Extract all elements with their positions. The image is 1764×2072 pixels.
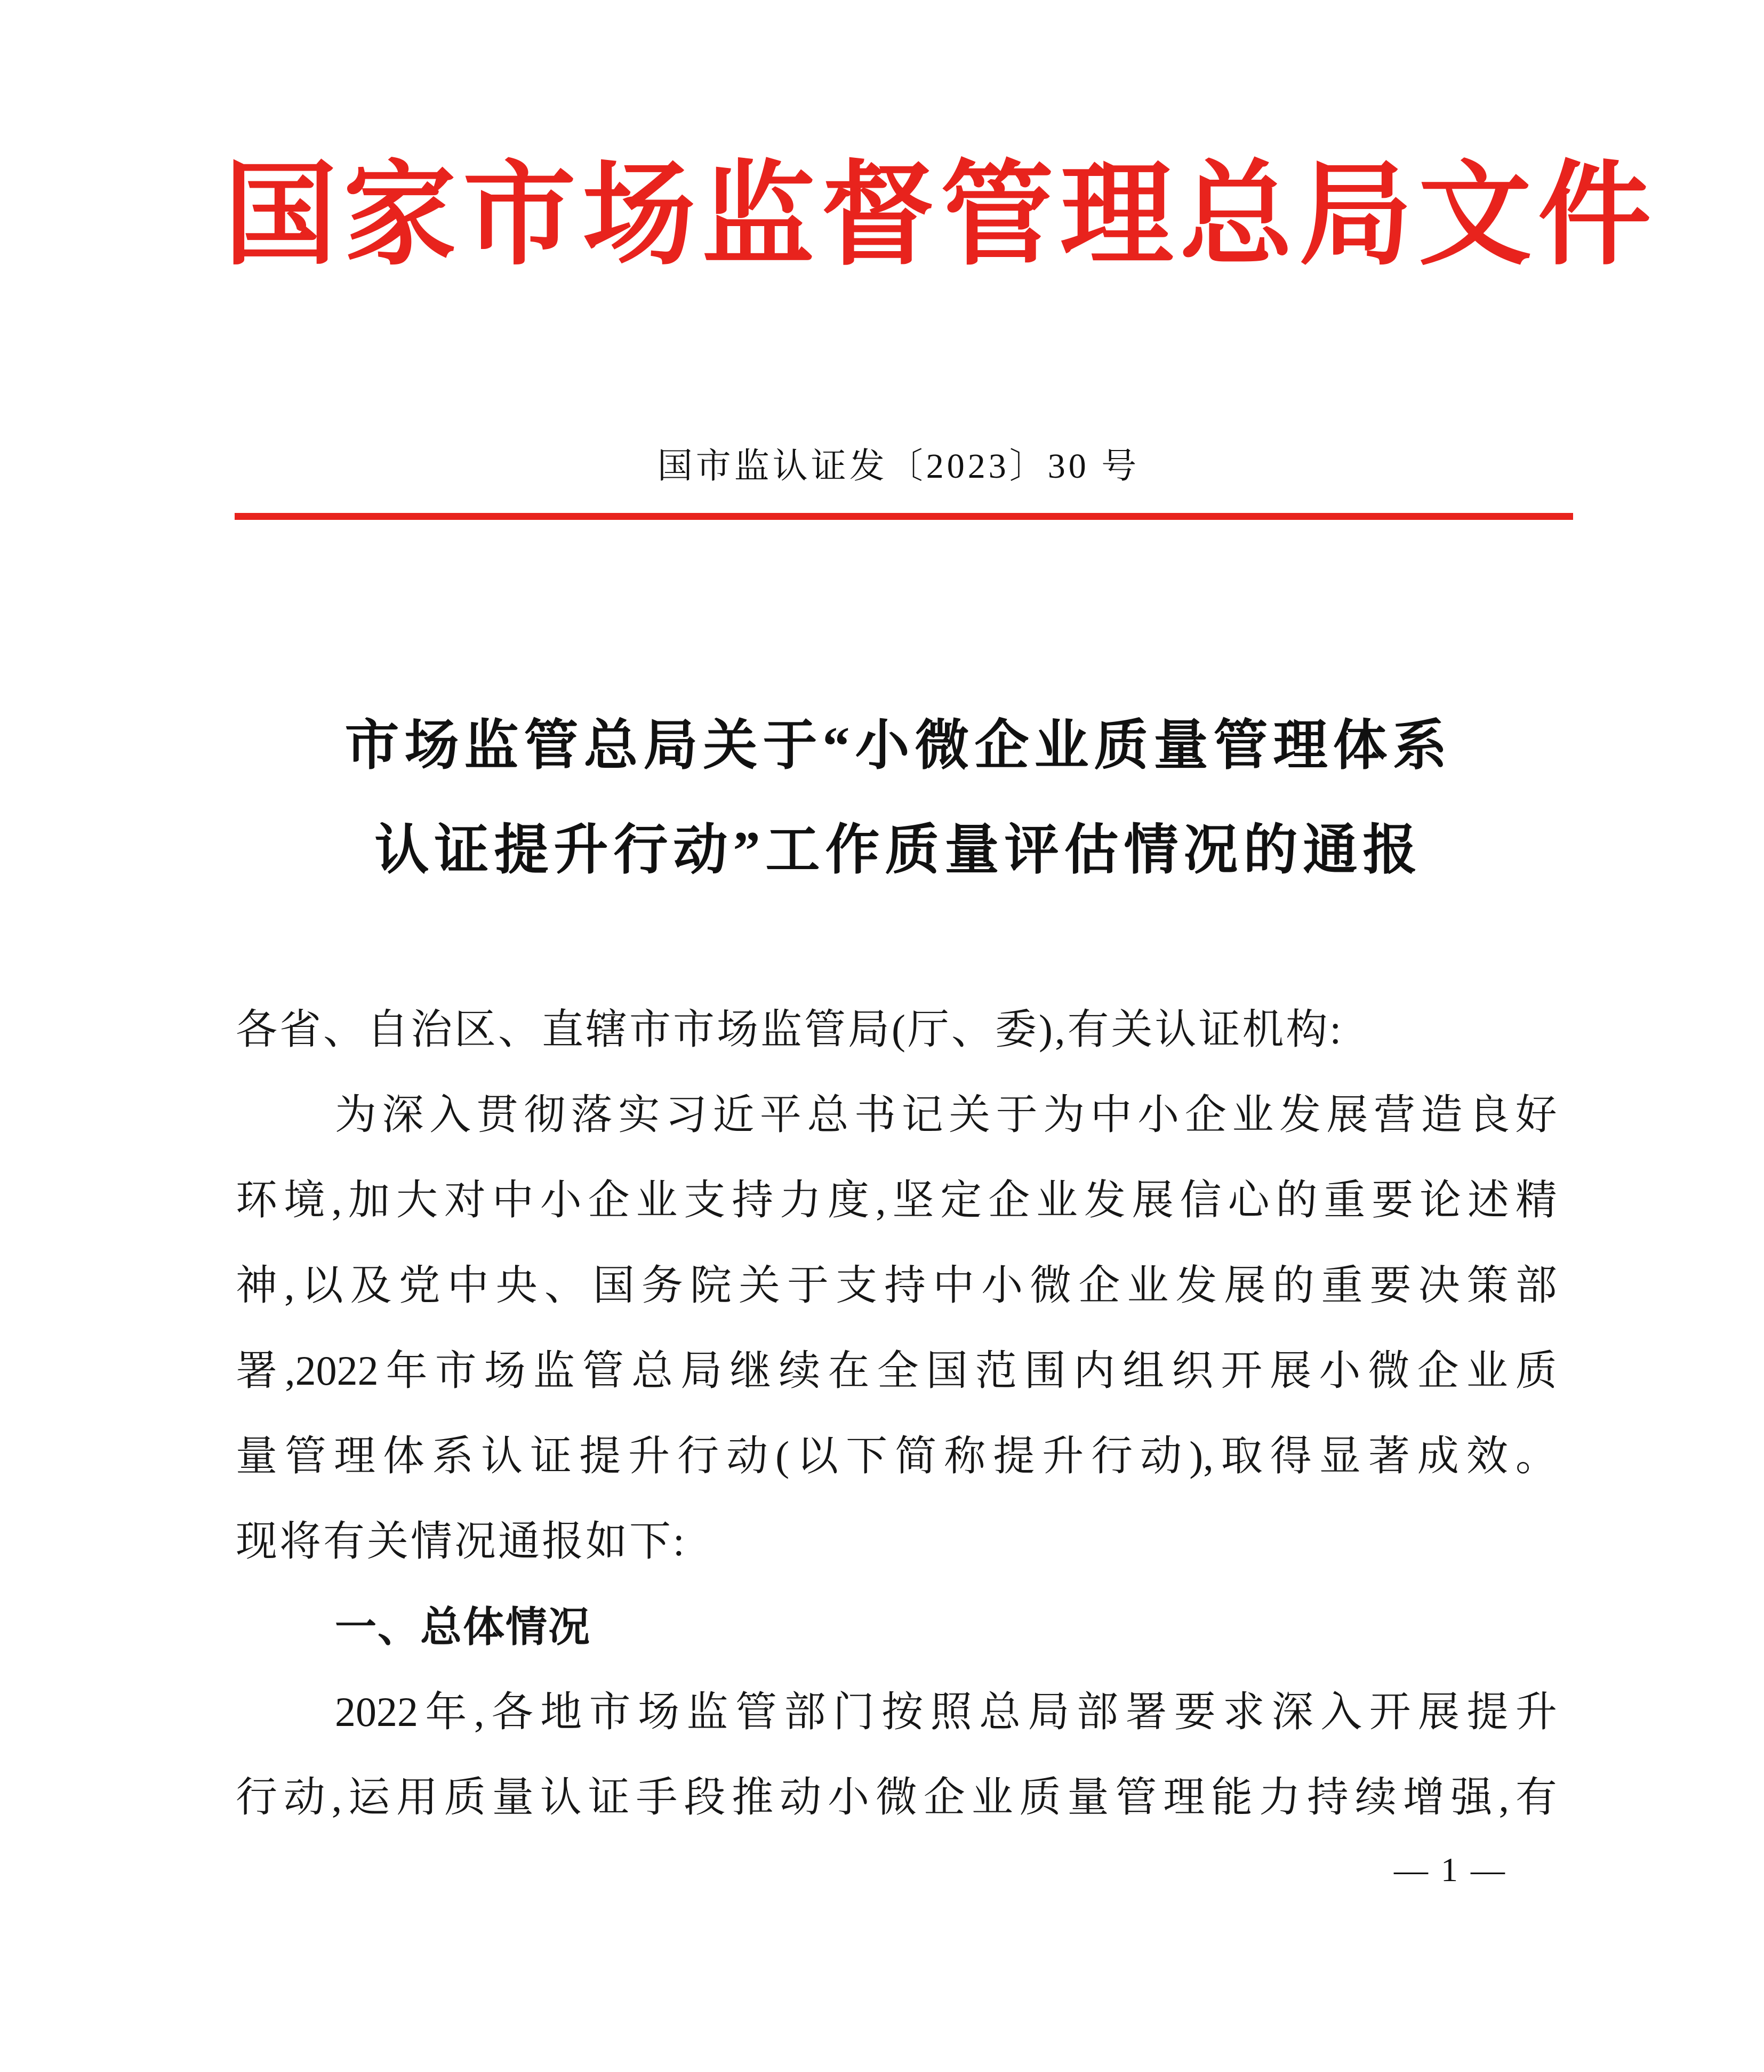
body-line: 为 深 入 贯 彻 落 实 习 近 平 总 书 记 关 于 为 中 小 企 业 发 展 营 造 良 好 — [335, 1091, 1557, 1138]
document-body — [236, 987, 1557, 1840]
agency-header-title: 国家市场监督管理总局文件 — [224, 153, 1657, 278]
body-line: 署 ,2022 年 市 场 监 管 总 局 继 续 在 全 国 范 围 内 组 织 开 展 小 微 企 业 质 — [236, 1347, 1557, 1394]
body-line: 环 境 , 加 大 对 中 小 企 业 支 持 力 度 , 坚 定 企 业 发 展 信 心 的 重 要 论 述 精 — [236, 1177, 1557, 1223]
red-divider-line — [235, 513, 1573, 520]
body-line: 行 动 , 运 用 质 量 认 证 手 段 推 动 小 微 企 业 质 量 管 理 能 力 持 续 增 强 , 有 — [236, 1774, 1557, 1820]
document-reference-number: 国市监认证发〔2023〕30 号 — [657, 447, 1140, 486]
document-title — [224, 694, 1573, 903]
document-title-line2: 认证提升行动”工作质量评估情况的通报 — [374, 821, 1423, 881]
body-line: 2022 年 , 各 地 市 场 监 管 部 门 按 照 总 局 部 署 要 求 深 入 开 展 提 升 — [335, 1689, 1557, 1735]
document-title-line1: 市场监管总局关于“小微企业质量管理体系 — [344, 716, 1453, 776]
body-line: 量 管 理 体 系 认 证 提 升 行 动 ( 以 下 简 称 提 升 行 动 ), 取 得 显 著 成 效 。 — [236, 1433, 1557, 1479]
salutation-line: 各省、自治区、直辖市市场监管局(厅、委),有关认证机构: — [236, 1006, 1344, 1053]
section-heading: 一、总体情况 — [335, 1603, 591, 1650]
body-line: 神 , 以 及 党 中 央 、 国 务 院 关 于 支 持 中 小 微 企 业 发 展 的 重 要 决 策 部 — [236, 1262, 1557, 1308]
page-number: — 1 — — [1394, 1851, 1507, 1889]
body-line: 现将有关情况通报如下: — [236, 1518, 687, 1564]
